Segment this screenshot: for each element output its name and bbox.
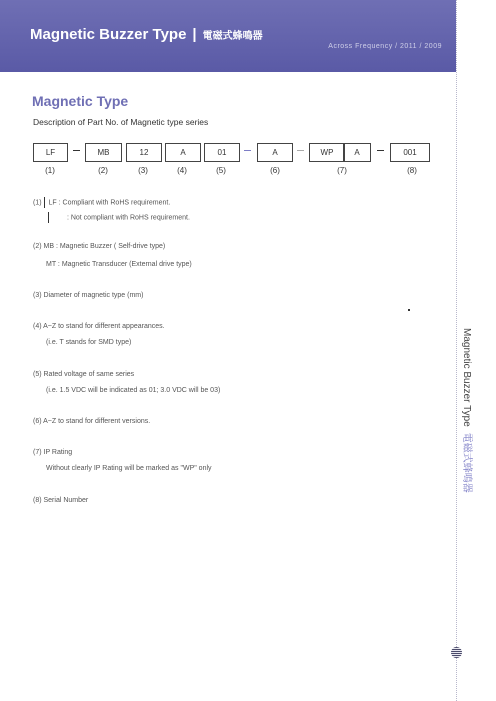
pn-box-serial: 001: [390, 143, 430, 162]
pn-index: (1): [45, 166, 55, 175]
side-label-text: Magnetic Buzzer Type: [461, 328, 472, 427]
note-3: (3) Diameter of magnetic type (mm): [33, 292, 144, 299]
note-1-number: (1): [33, 199, 42, 207]
pn-box-diameter: 12: [126, 143, 162, 162]
speck: [408, 309, 410, 311]
note-1b-text: : Not compliant with RoHS requirement.: [66, 214, 190, 222]
side-label: [461, 328, 476, 493]
pn-dash: [377, 150, 384, 151]
note-5a: (5) Rated voltage of same series: [33, 371, 135, 378]
pn-box-version: A: [257, 143, 293, 162]
note-4a: (4) A~Z to stand for different appearances.: [33, 323, 165, 330]
pn-dash: [244, 150, 251, 151]
note-2a: (2) MB : Magnetic Buzzer ( Self-drive type): [33, 243, 166, 250]
page-marker-icon: [451, 647, 462, 658]
pn-box-appearance: A: [165, 143, 201, 162]
header-banner: [0, 0, 456, 72]
pn-index: (6): [270, 166, 280, 175]
pn-index: (2): [98, 166, 108, 175]
pn-index: (8): [407, 166, 417, 175]
section-description: Description of Part No. of Magnetic type series: [33, 117, 209, 127]
note-1a: [33, 197, 170, 208]
pn-index: (7): [337, 166, 347, 175]
pn-dash: [73, 150, 80, 151]
note-2b: MT : Magnetic Transducer (External drive type): [46, 261, 192, 268]
section-title: Magnetic Type: [32, 93, 129, 109]
pn-dash: [297, 150, 304, 151]
pn-box-ip-suffix: A: [343, 143, 371, 162]
note-1b: [48, 212, 190, 223]
pn-box-prefix: LF: [33, 143, 68, 162]
note-1-label: LF: [48, 199, 57, 207]
header-title: Magnetic Buzzer Type: [30, 26, 187, 43]
page-title: [30, 26, 263, 43]
pn-index: (4): [177, 166, 187, 175]
note-4b: (i.e. T stands for SMD type): [46, 339, 132, 346]
note-6: (6) A~Z to stand for different versions.: [33, 418, 151, 425]
bracket-line: [44, 197, 45, 208]
pn-box-ip-rating: WP: [309, 143, 345, 162]
note-7a: (7) IP Rating: [33, 449, 73, 456]
header-subtitle-cn: 電磁式蜂鳴器: [202, 31, 263, 42]
pn-index: (3): [138, 166, 148, 175]
header-brand: Across Frequency / 2011 / 2009: [328, 43, 442, 50]
note-5b: (i.e. 1.5 VDC will be indicated as 01; 3.0 VDC will be 03): [46, 387, 221, 394]
pn-index: (5): [216, 166, 226, 175]
header-separator: |: [192, 26, 197, 43]
bracket-line: [48, 212, 49, 223]
part-number-diagram: [33, 143, 433, 161]
note-7b: Without clearly IP Rating will be marked as "WP" only: [46, 465, 212, 472]
pn-box-type: MB: [85, 143, 122, 162]
note-1a-text: : Compliant with RoHS requirement.: [58, 199, 171, 207]
pn-box-voltage: 01: [204, 143, 240, 162]
side-label-cn: 電磁式蜂鳴器: [461, 432, 472, 493]
note-8: (8) Serial Number: [33, 497, 89, 504]
